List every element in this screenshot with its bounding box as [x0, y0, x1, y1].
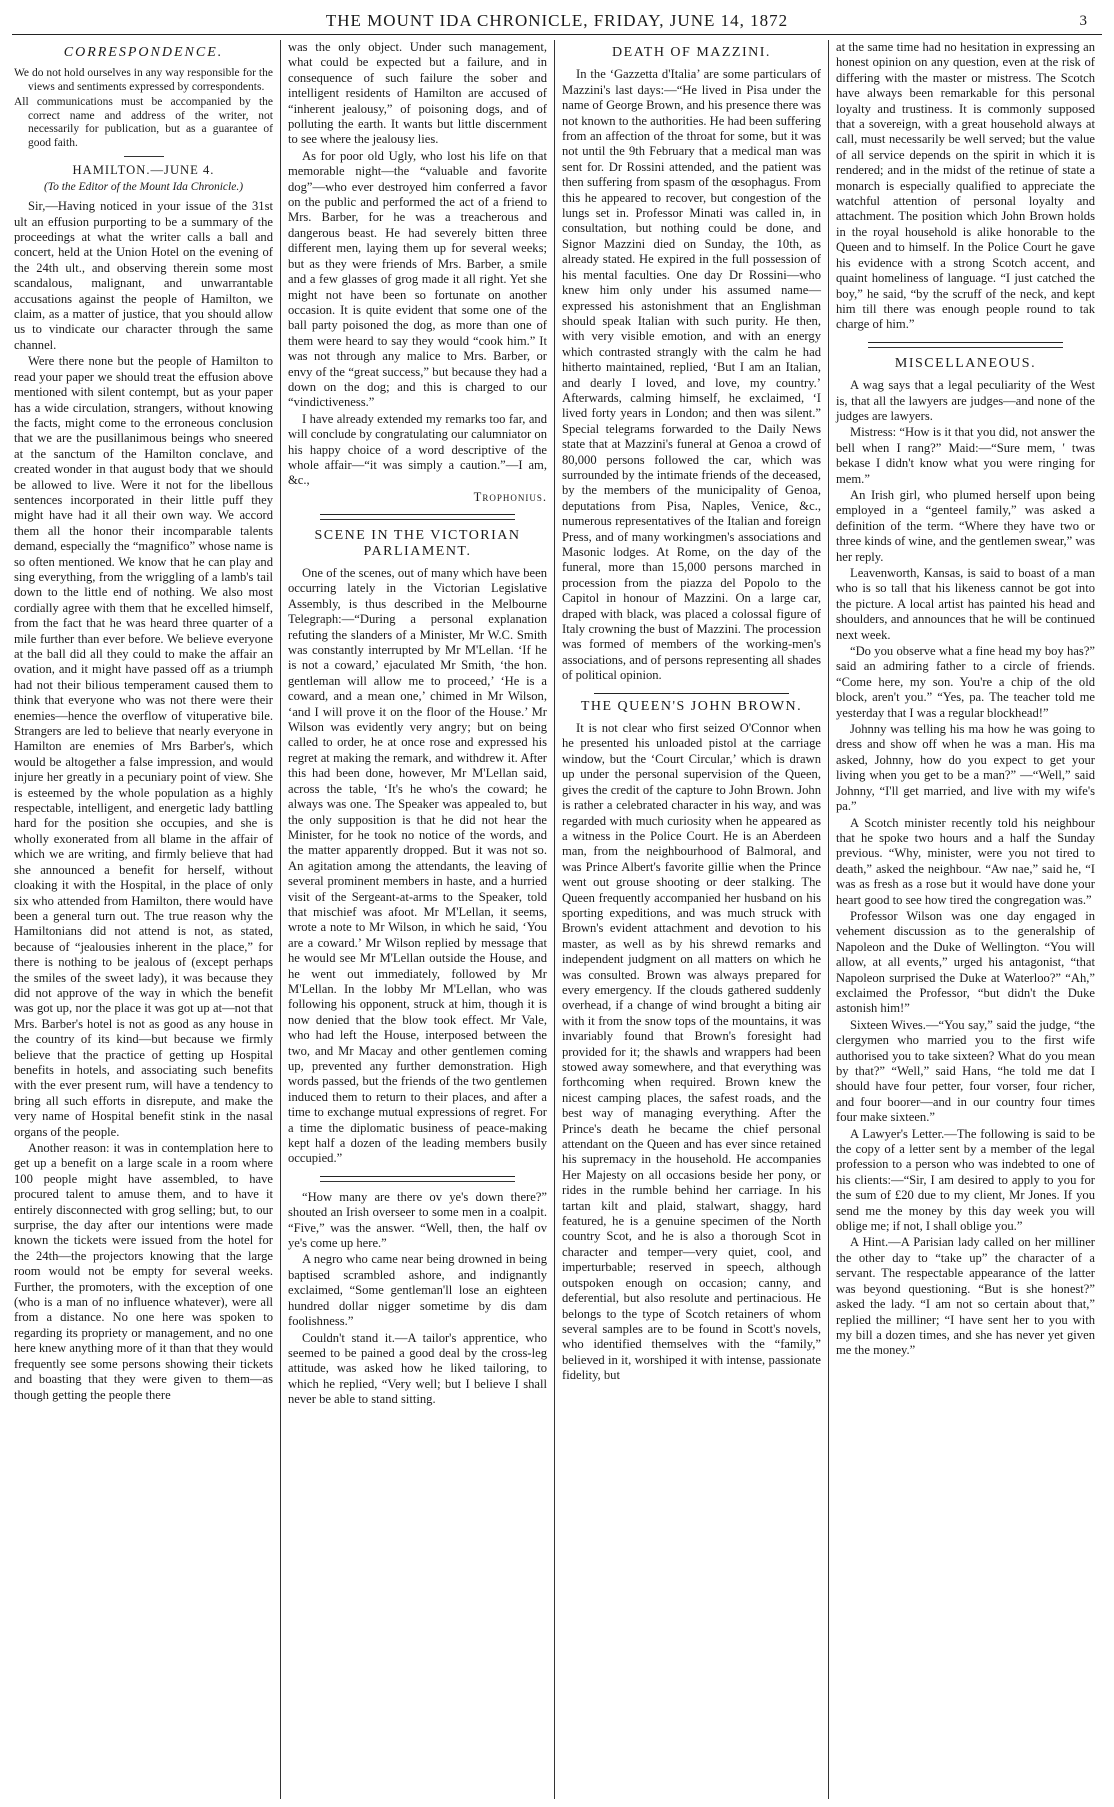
letter-dateline: HAMILTON.—JUNE 4. — [72, 163, 215, 178]
paragraph: One of the scenes, out of many which have been occurring lately in the Victorian Legislative Assembly, is thus described in the Melbourne Telegraph:—“During a personal explanation refuting the slanders of a Minister, Mr W.C. Smith was constantly interrupted by Mr M'Lellan. ‘If he is not a coward,’ ejaculated Mr Smith, ‘the hon. gentleman will allow me to proceed,’ ‘He is a coward, and a mean one,’ chimed in Mr Wilson, ‘and I will prove it on the floor of the House.’ Mr Wilson was evidently very angry; but on being called to order, he at once rose and expressed his regret at making the remark, and withdrew it. After this had been done, however, Mr M'Lellan said, across the table, ‘It's he who's the coward; he always was one. The Speaker was appealed to, but the only supposition is that he did not hear the Minister, for he took no notice of the words, and the matter apparently dropped. But it was not so. An agitation among the attendants, the leaving of several prominent members in haste, and a hurried visit of the Sergeant-at-arms to the Speaker, told that mischief was afoot. Mr M'Lellan, it seems, wrote a note to Mr Wilson, in which he said, ‘You are a coward.’ Mr Wilson replied by message that he would see Mr M'Lellan outside the House, and he went out immediately, followed by Mr M'Lellan. In the lobby Mr M'Lellan, who was following his opponent, struck at him, though it is now denied that the blow took effect. Mr Vale, who had left the House, interposed between the two, and Mr Macay and other gentlemen coming up, prevented any further demonstration. High words passed, but the friends of the two gentlemen induced them to return to their places, and after a time to exchange mutual expressions of regret. For a time the diplomatic business of peace-making kept half a dozen of the leading members busily occupied.” — [288, 566, 547, 1166]
paragraph: A wag says that a legal peculiarity of the West is, that all the lawyers are judges—and none of the judges are lawyers. — [836, 378, 1095, 423]
paragraph: was the only object. Under such management, what could be expected but a failure, and in consequence of such failure the sober and intelligent residents of Hamilton are accused of “inherent jealousy,” of poisoning dogs, and of polluting the earth. It wants but little discernment to see where the jealousy lies. — [288, 40, 547, 147]
paragraph: Johnny was telling his ma how he was going to dress and show off when he was a man. His ma asked, Johnny, how do you expect to get your living when you get to be a man?” —“Well,” said Johnny, “I'll get married, and live with my wife's pa.” — [836, 722, 1095, 814]
paragraph: Mistress: “How is it that you did, not answer the bell when I rang?” Maid:—“Sure mem, ' twas bekase I didn't know what you were ringing for mem.” — [836, 425, 1095, 486]
column-4 — [828, 40, 1102, 1799]
paragraph: A Lawyer's Letter.—The following is said to be the copy of a letter sent by a member of the legal profession to a person who was indebted to one of his clients:—“Sir, I am desired to apply to you for the sum of £20 due to my client, Mr Jones. If you send me the money by this day week you will oblige me; if not, I shall oblige you.” — [836, 1126, 1095, 1234]
divider — [320, 519, 515, 520]
paragraph: A Scotch minister recently told his neighbour that he spoke two hours and a half the Sunday previous. “Why, minister, were you not tired to death,” asked the neighbour. “Aw nae,” said he, “I was as fresh as a rose but it would have done your heart good to see how tired the congregation was.” — [836, 815, 1095, 907]
parliament-heading: SCENE IN THE VICTORIAN PARLIAMENT. — [314, 528, 521, 559]
paragraph: An Irish girl, who plumed herself upon being employed in a “genteel family,” was asked a definition of the term. “Where they have two or three kinds of wine, and the gentlemen swear,” was her reply. — [836, 487, 1095, 564]
page-number: 3 — [1079, 13, 1088, 29]
john-brown-heading: THE QUEEN'S JOHN BROWN. — [580, 698, 803, 714]
paragraph: Were there none but the people of Hamilton to read your paper we should treat the effusion above mentioned with silent contempt, but as your paper has a wide circulation, strangers, without knowing the facts, might come to the erroneous conclusion that we are the pusillanimous beings who sneered at the sanctum of the Hamilton conclave, and created wonder in that august body that we should be allowed to live. Were it not for the libellous sentences incorporated in their little puff they might have had it all their own way. We accord them all the honor their incomparable talents demand, especially the “magnifico” whose name is so often mentioned. We know that he can play and sing everything, from the wriggling of a lamb's tail down to the little end of nothing. We also most cordially agree with them that he excelled himself, from the fact that he was heard three quarter of a mile further than ever before. We believe everyone at the ball did all they could to make the affair an ovation, and it might have passed off as a triumph had not their bilious temperament caused them to think that everyone who was not there were their enemies—hence the overflow of vituperative bile. Strangers are led to believe that nearly everyone in Hamilton are enemies of Mrs Barber's, which would be altogether a false impression, and would injure her greatly in a pecuniary point of view. She is esteemed by the whole population as a highly respectable, intelligent, and energetic lady battling hard for the position she occupies, and she is wholly exonerated from all blame in the affair of which we are writing, and firmly believe that had she announced a benefit for herself, without cloaking it with the Hospital, in the place of only six who attended from Hamilton, there would have been a general turn out. The true reason why the Hamiltonians did not attend is not, as stated, because of “jealousies inherent in the place,” for there is nothing to be jealous of (except perhaps the smiles of the sweet lady), it was because they did not approve of the way in which the benefit was got up, nor the place it was got up at—not that Mrs. Barber's hotel is not as good as any house in the country of its kind—but because we firmly believe that the practice of getting up Hospital benefits in hotels, and associating such benefits with the ever present rum, will have a tendency to bring all such efforts in disrepute, and make the very name of Hospital benefit stink in the nasal organs of the people. — [14, 354, 273, 1139]
column-2 — [280, 40, 554, 1799]
paragraph: As for poor old Ugly, who lost his life on that memorable night—the “valuable and favorite dog”—who ever destroyed him conferred a favor on the public and performed the act of a friend to Mrs. Barber, for he was a treacherous and dangerous beast. He had severely bitten three different men, laying them up for several weeks; but as they were friends of Mrs. Barber, a smile and a few glasses of grog made it all right. Yet she might not have been so fortunate on another occasion. It is quite evident that some one of the ball party poisoned the dog, as more than one of them were heard to say they would “cook him.” It was not through any malice to Mrs. Barber, or envy of the “great success,” but because they had a down on the dog; and this is charged to our “vindictiveness.” — [288, 148, 547, 410]
masthead — [12, 8, 1102, 35]
mazzini-heading: DEATH OF MAZZINI. — [612, 45, 771, 60]
editorial-note: All communications must be accompanied by the correct name and address of the writer, not necessarily for publication, but as a guarantee of good faith. — [14, 96, 273, 149]
paragraph: Sir,—Having noticed in your issue of the 31st ult an effusion purporting to be a summary of the proceedings at what the writer calls a ball and concert, held at the Union Hotel on the evening of the 24th ult., and observing therein some most scandalous, malignant, and unwarrantable accusations against the people of Hamilton, we claim, as a matter of justice, that you should allow us to vindicate our character through the same channel. — [14, 199, 273, 352]
columns — [12, 40, 1102, 1799]
correspondence-heading: CORRESPONDENCE. — [63, 45, 224, 60]
divider — [868, 342, 1063, 343]
paragraph: “Do you observe what a fine head my boy has?” said an admiring father to a circle of friends. “Come here, my son. You're a chip of the old block, aren't you.” “Yes, pa. The teacher told me yesterday that I was a regular blockhead!” — [836, 644, 1095, 720]
column-3 — [554, 40, 828, 1799]
paragraph: In the ‘Gazzetta d'Italia’ are some particulars of Mazzini's last days:—“He lived in Pisa under the name of George Brown, and his presence there was not known to the authorities. He had been suffering from an affection of the throat for some, but it was not until the 9th February that a medical man was sent for. Dr Rossini attended, and the patient was then suffering from spasm of the œsophagus. From this he appeared to recover, but congestion of the lungs set in. Professor Minati was called in, in consultation, but nothing could be done, and Signor Mazzini died on Sunday, the 10th, as already stated. He expired in the full possession of his mental faculties. One day Dr Rossini—who knew him only under his assumed name—expressed his astonishment that an Englishman should speak Italian with such purity. He then, with very visible emotion, and with an energy which contrasted strangly with the calm he had hitherto maintained, replied, ‘But I am an Italian, and dearly I loved, and love, my country.’ Afterwards, calming himself, he exclaimed, ‘I lived forty years in London; and then was silent.” Special telegrams forwarded to the Daily News state that at Mazzini's funeral at Genoa a crowd of 80,000 persons followed the car, which was surrounded by the intimate friends of the deceased, by the members of the municipality of Genoa, deputations from Pisa, Naples, Venice, &c., numerous representatives of the Italian and foreign Press, and of many workingmen's associations and Masonic lodges. At Rome, on the day of the funeral, more than 15,000 persons marched in procession from the piazza del Popolo to the Capitol in honour of Mazzini. On a large car, draped with black, was placed a colossal figure of Italy crowning the bust of Mazzini. The procession was formed of members of the working-men's associations, and of persons representing all shades of political opinion. — [562, 67, 821, 683]
masthead-title: THE MOUNT IDA CHRONICLE, FRIDAY, JUNE 14, 1872 — [325, 11, 789, 30]
paragraph: “How many are there ov ye's down there?” shouted an Irish overseer to some men in a coalpit. “Five,” was the answer. “Well, then, the half ov ye's come up here.” — [288, 1189, 547, 1251]
paragraph: Leavenworth, Kansas, is said to boast of a man who is so tall that his likeness cannot be got into the picture. A local artist has painted his head and shoulders, and announces that he will be continued next week. — [836, 566, 1095, 642]
divider — [868, 347, 1063, 348]
divider — [124, 156, 164, 157]
paragraph: I have already extended my remarks too far, and will conclude by congratulating our calumniator on his happy choice of a word descriptive of the whole affair—“it was simply a caution.”—I am, &c., — [288, 411, 547, 488]
column-1 — [12, 40, 280, 1799]
divider — [594, 693, 789, 694]
editorial-note: We do not hold ourselves in any way responsible for the views and sentiments expressed by correspondents. — [14, 67, 273, 93]
signature: Trophonius. — [473, 489, 547, 504]
paragraph: Professor Wilson was one day engaged in vehement discussion as to the generalship of Napoleon and the Duke of Wellington. “You will allow, at all events,” urged his antagonist, “that Napoleon surprised the Duke at Waterloo?” “Ah,” exclaimed the Professor, “but didn't the Duke astonish him!” — [836, 908, 1095, 1016]
paragraph: Sixteen Wives.—“You say,” said the judge, “the clergymen who married you to the first wife authorised you to take sixteen? What do you mean by that?” “Well,” said Hans, “he told me dat I should have four petter, four vorser, four richer, and four boorer—and in our country four times four make sixteen.” — [836, 1017, 1095, 1125]
divider — [320, 1176, 515, 1177]
miscellaneous-heading: MISCELLANEOUS. — [894, 355, 1037, 371]
paragraph: It is not clear who first seized O'Connor when he presented his unloaded pistol at the carriage window, but the ‘Court Circular,’ which is drawn up under the personal supervision of the Queen, gives the credit of the capture to John Brown. John is rather a celebrated character in his way, and was regarded with much curiosity when he appeared as a witness in the Police Court. He is an Aberdeen man, from the neighbourhood of Balmoral, and was Prince Albert's favorite gillie when the Prince went out grouse shooting or deer stalking. The Queen frequently accompanied her husband on his sporting expeditions, and was much struck with Brown's evident attachment and devotion to his master, as well as by his shrewd remarks and independent judgment on all matters on which he was consulted. Brown was always prepared for every emergency. If the clouds gathered suddenly overhead, if a change of wind brought a biting air with it from the snow tops of the mountains, it was invariably found that Brown's foresight had provided for it; the shawls and wrappers had been stowed away somewhere, and that everything was forthcoming when required. Brown knew the nicest camping places, the safest roads, and the best way of managing everything. After the Prince's death he became the chief personal attendant on the Queen and has ever since retained his supremacy in the household. He accompanies Her Majesty on all occasions beside her pony, or rides in the rumble behind her carriage. In his tartan kilt and plaid, stalwart, shaggy, hard featured, he is a genuine specimen of the North country Scot, and he is also a thorough Scot in character and temper—very quiet, cool, and imperturbable; reserved in speech, although outspoken enough on occasion; canny, and deferential, but also resolute and pertinacious. He belongs to the type of Scotch retainers of whom several samples are to be found in Scott's novels, who identified themselves with the “family,” believed in it, worshiped it with intense, passionate fidelity, but — [562, 721, 821, 1383]
paragraph: A Hint.—A Parisian lady called on her milliner the other day to “take up” the character of a servant. The respectable appearance of the latter was beyond questioning. “But is she honest?” asked the lady. “I am not so certain about that,” replied the milliner; “I have sent her to you with my bill a dozen times, and she has never yet given me the money.” — [836, 1235, 1095, 1358]
paragraph: Couldn't stand it.—A tailor's apprentice, who seemed to be pained a good deal by the cross-leg attitude, was asked how he liked tailoring, to which he replied, “Very well; but I believe I shall never be able to stand sitting. — [288, 1330, 547, 1407]
divider — [320, 1181, 515, 1182]
paragraph: at the same time had no hesitation in expressing an honest opinion on any question, even at the risk of differing with the master or mistress. The Scotch have always been remarkable for this personal loyalty and trustiness. It is commonly supposed that a sovereign, with a great household always at call, must necessarily be well served; but the value of all service depends on the spirit in which it is rendered; and in the midst of the retinue of state a monarch is especially qualified to appreciate the watchful attention of personal loyalty and attachment. The position which John Brown holds in the royal household is alike honorable to the Queen and to himself. In the Police Court he gave his evidence with a strong Scotch accent, and quaint homeliness of language. “I just catched the boy,” he said, “by the scruff of the neck, and kept him till there was enough people round to tak charge of him.” — [836, 40, 1095, 332]
divider — [320, 514, 515, 515]
paragraph: A negro who came near being drowned in being baptised scrambled ashore, and indignantly exclaimed, “Some gentleman'll lose an eighteen hundred dollar nigger sometime by dis dam foolishness.” — [288, 1252, 547, 1329]
paragraph: Another reason: it was in contemplation here to get up a benefit on a large scale in a room where 100 people might have assembled, to have procured talent to amuse them, and to have it entirely disconnected with grog selling; but, to our surprise, the day after our intentions were made known the tickets were issued from the hotel for the 24th—the projectors knowing that the large room would not be empty for several weeks. Further, the promoters, with the exception of one (who is a man of no influence whatever), were all from a distance. No one here was spoken to regarding its propriety or management, and no one here knew anything more of it than that they would frequently see some persons showing their tickets and boasting that they were given to them—as though getting the people there — [14, 1141, 273, 1402]
letter-addressee: (To the Editor of the Mount Ida Chronicle.) — [43, 180, 244, 193]
